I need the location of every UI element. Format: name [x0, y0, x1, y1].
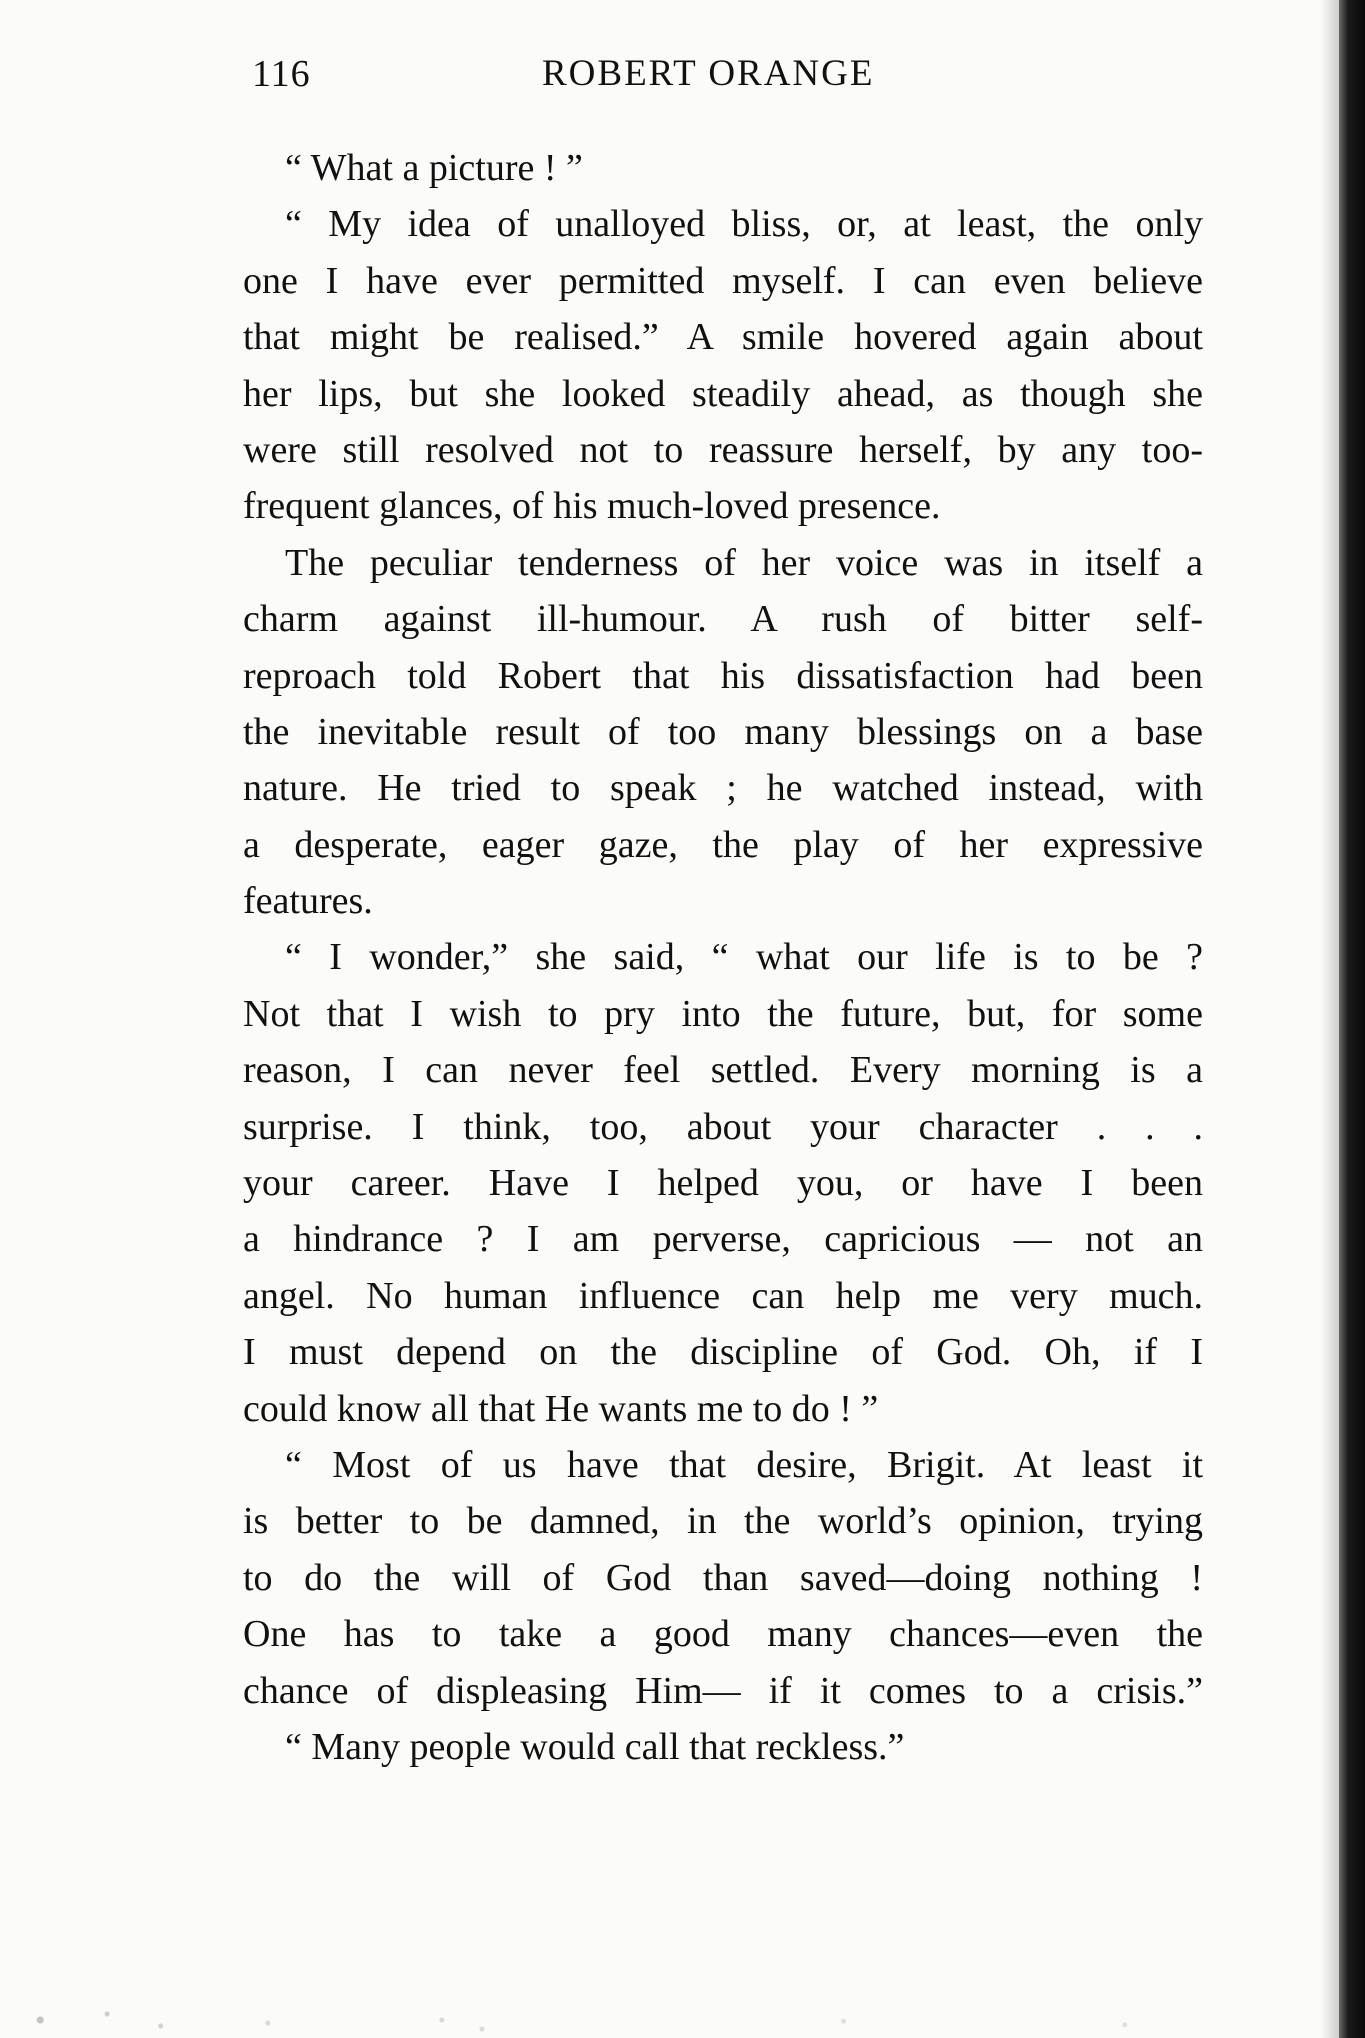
- page-number: 116: [252, 53, 311, 95]
- text-line: one I have ever permitted myself. I can even believe: [243, 259, 1203, 302]
- text-line: “ I wonder,” she said, “ what our life is to be ?: [285, 936, 1203, 979]
- text-line: the inevitable result of too many blessings on a base: [243, 710, 1203, 753]
- text-line: reason, I can never feel settled. Every morning is a: [243, 1049, 1203, 1092]
- text-line: to do the will of God than saved—doing nothing !: [243, 1556, 1203, 1599]
- text-line: “ Most of us have that desire, Brigit. At least it: [285, 1443, 1203, 1486]
- text-line: angel. No human influence can help me very much.: [243, 1274, 1203, 1317]
- binding-shadow: [1321, 0, 1339, 2038]
- text-line: a desperate, eager gaze, the play of her expressive: [243, 823, 1203, 866]
- text-line: One has to take a good many chances—even the: [243, 1613, 1203, 1656]
- text-line: chance of displeasing Him— if it comes to a crisis.”: [243, 1669, 1203, 1712]
- text-line: reproach told Robert that his dissatisfaction had been: [243, 654, 1203, 697]
- text-line: were still resolved not to reassure herself, by any too-: [243, 428, 1203, 471]
- text-line: features.: [243, 880, 373, 923]
- text-line: I must depend on the discipline of God. Oh, if I: [243, 1331, 1203, 1374]
- text-line: nature. He tried to speak ; he watched instead, with: [243, 767, 1203, 810]
- text-line: could know all that He wants me to do ! ”: [243, 1387, 879, 1430]
- scan-speckle: [0, 1978, 1339, 2038]
- text-line: frequent glances, of his much-loved presence.: [243, 485, 941, 528]
- text-line: charm against ill-humour. A rush of bitter self-: [243, 598, 1203, 641]
- binding-edge: [1339, 0, 1365, 2038]
- running-title: ROBERT ORANGE: [542, 53, 875, 94]
- text-line: “ My idea of unalloyed bliss, or, at least, the only: [285, 203, 1203, 246]
- text-line: “ What a picture ! ”: [285, 147, 583, 189]
- page-header: [252, 52, 1212, 112]
- text-line: your career. Have I helped you, or have I been: [243, 1162, 1203, 1205]
- body-text: [243, 140, 1203, 1775]
- text-line: Not that I wish to pry into the future, but, for some: [243, 992, 1203, 1035]
- text-line: a hindrance ? I am perverse, capricious — not an: [243, 1218, 1203, 1261]
- text-line: surprise. I think, too, about your character . . .: [243, 1105, 1203, 1148]
- text-line: that might be realised.” A smile hovered again about: [243, 316, 1203, 359]
- text-line: is better to be damned, in the world’s opinion, trying: [243, 1500, 1203, 1543]
- text-line: “ Many people would call that reckless.”: [285, 1725, 905, 1768]
- text-line: her lips, but she looked steadily ahead, as though she: [243, 372, 1203, 415]
- text-line: The peculiar tenderness of her voice was in itself a: [285, 541, 1203, 584]
